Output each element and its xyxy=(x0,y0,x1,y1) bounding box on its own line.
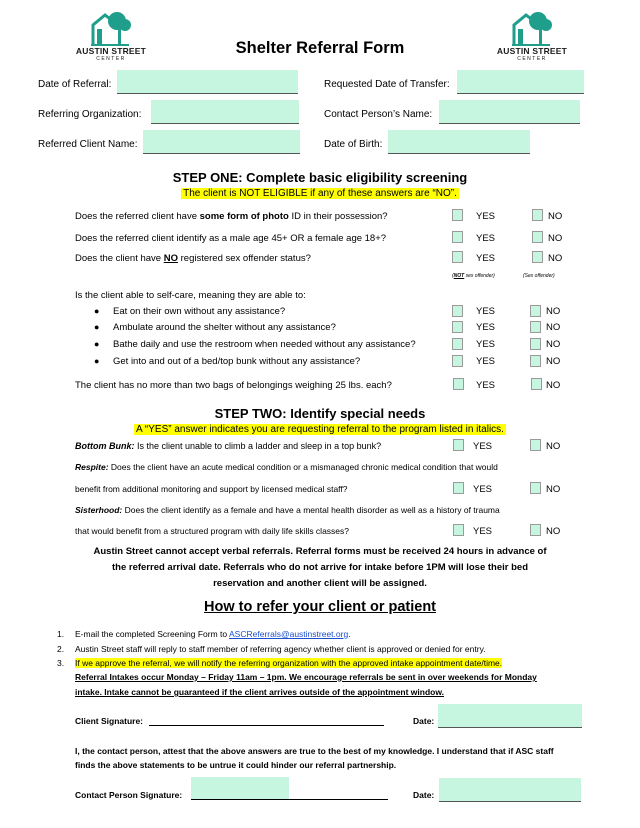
howto-step-1: E-mail the completed Screening Form to ASCReferrals@austinstreet.org. xyxy=(75,629,351,639)
selfcare-intro: Is the client able to self-care, meaning they are able to: xyxy=(75,290,306,301)
contact-signature-shade xyxy=(191,777,289,799)
client-date-field[interactable] xyxy=(438,704,582,728)
referring-org-field[interactable] xyxy=(151,100,299,124)
contact-date-label: Date: xyxy=(413,790,435,800)
bags-yes-checkbox[interactable] xyxy=(453,378,464,390)
contact-signature-line[interactable] xyxy=(191,799,388,800)
bullet: ● xyxy=(94,339,100,349)
dob-label: Date of Birth: xyxy=(324,139,383,150)
question-respite-cont: benefit from additional monitoring and support by licensed medical staff? xyxy=(75,484,348,494)
bullet: ● xyxy=(94,306,100,316)
step-two-heading: STEP TWO: Identify special needs xyxy=(214,406,426,421)
no-label: NO xyxy=(548,211,563,222)
age-yes-checkbox[interactable] xyxy=(452,231,463,243)
question-age: Does the referred client identify as a male age 45+ OR a female age 18+? xyxy=(75,233,387,244)
bullet-bathe: Bathe daily and use the restroom when needed without any assistance? xyxy=(113,339,416,350)
logo-name: AUSTIN STREET xyxy=(75,46,147,56)
client-signature-line[interactable] xyxy=(149,725,384,726)
step-two-note: A “YES” answer indicates you are requesting referral to the program listed in italics. xyxy=(136,424,504,435)
contact-person-label: Contact Person’s Name: xyxy=(324,109,433,120)
question-sisterhood: Sisterhood: Does the client identify as a female and have a mental health disorder as well as a history of trauma xyxy=(75,505,500,515)
yes-label: YES xyxy=(476,339,496,350)
bunk-yes-checkbox[interactable] xyxy=(452,355,463,367)
respite-yes-checkbox[interactable] xyxy=(453,482,464,494)
bathe-yes-checkbox[interactable] xyxy=(452,338,463,350)
ambulate-no-checkbox[interactable] xyxy=(530,321,541,333)
no-label: NO xyxy=(546,526,561,537)
question-bags: The client has no more than two bags of belongings weighing 25 lbs. each? xyxy=(75,380,392,391)
no-label: NO xyxy=(546,339,561,350)
referral-notice: Austin Street cannot accept verbal referrals. Referral forms must be received 24 hours in advance of the referred arrival date. Referrals who do not arrive for intake before 1PM will lose their bed reservation and another client will be assigned. xyxy=(93,546,547,589)
referring-org-label: Referring Organization: xyxy=(38,109,142,120)
howto-heading: How to refer your client or patient xyxy=(203,599,437,615)
question-photo-id: Does the referred client have some form of photo ID in their possession? xyxy=(75,211,388,222)
logo-sub: CENTER xyxy=(96,56,126,62)
question-respite: Respite: Does the client have an acute medical condition or a mismanaged chronic medical condition that would xyxy=(75,462,498,472)
yes-label: YES xyxy=(476,356,496,367)
requested-transfer-label: Requested Date of Transfer: xyxy=(324,79,450,90)
sisterhood-no-checkbox[interactable] xyxy=(530,524,541,536)
bullet: ● xyxy=(94,356,100,366)
yes-label: YES xyxy=(476,211,496,222)
yes-label: YES xyxy=(473,526,493,537)
no-label: NO xyxy=(546,356,561,367)
bathe-no-checkbox[interactable] xyxy=(530,338,541,350)
yes-label: YES xyxy=(476,306,496,317)
no-label: NO xyxy=(546,441,561,452)
no-label: NO xyxy=(546,380,561,391)
date-of-referral-label: Date of Referral: xyxy=(38,79,112,90)
bullet-bunk: Get into and out of a bed/top bunk without any assistance? xyxy=(113,356,361,367)
dob-field[interactable] xyxy=(388,130,530,154)
date-of-referral-field[interactable] xyxy=(117,70,298,94)
photo-id-no-checkbox[interactable] xyxy=(532,209,543,221)
contact-date-field[interactable] xyxy=(439,778,581,802)
yes-label: YES xyxy=(476,380,496,391)
bunk-no-checkbox[interactable] xyxy=(530,355,541,367)
client-signature-label: Client Signature: xyxy=(75,716,144,726)
step-one-heading: STEP ONE: Complete basic eligibility screening xyxy=(172,170,468,185)
contact-signature-label: Contact Person Signature: xyxy=(75,790,183,800)
no-label: NO xyxy=(548,233,563,244)
question-sex-offender: Does the client have NO registered sex offender status? xyxy=(75,253,311,264)
logo-name: AUSTIN STREET xyxy=(496,46,568,56)
requested-transfer-field[interactable] xyxy=(457,70,584,94)
offender-yes-checkbox[interactable] xyxy=(452,251,463,263)
bullet: ● xyxy=(94,322,100,332)
offender-no-checkbox[interactable] xyxy=(532,251,543,263)
page-title: Shelter Referral Form xyxy=(235,39,405,57)
bottom-bunk-yes-checkbox[interactable] xyxy=(453,439,464,451)
yes-label: YES xyxy=(473,484,493,495)
howto-step-3: If we approve the referral, we will notify the referring organization with the approved intake appointment date/time. xyxy=(75,658,503,668)
contact-person-field[interactable] xyxy=(439,100,580,124)
howto-intake-window: intake. Intake cannot be guaranteed if the client arrives outside of the appointment window. xyxy=(75,687,445,697)
client-name-label: Referred Client Name: xyxy=(38,139,138,150)
respite-no-checkbox[interactable] xyxy=(530,482,541,494)
age-no-checkbox[interactable] xyxy=(532,231,543,243)
bags-no-checkbox[interactable] xyxy=(531,378,542,390)
no-label: NO xyxy=(546,484,561,495)
yes-label: YES xyxy=(476,253,496,264)
client-name-field[interactable] xyxy=(143,130,300,154)
no-label: NO xyxy=(546,322,561,333)
eat-no-checkbox[interactable] xyxy=(530,305,541,317)
step-number: 3. xyxy=(57,658,65,668)
bullet-ambulate: Ambulate around the shelter without any assistance? xyxy=(113,322,336,333)
yes-note: (NOT sex offender) xyxy=(452,273,495,279)
photo-id-yes-checkbox[interactable] xyxy=(452,209,463,221)
bottom-bunk-no-checkbox[interactable] xyxy=(530,439,541,451)
client-date-label: Date: xyxy=(413,716,435,726)
attest-line-1: I, the contact person, attest that the above answers are true to the best of my knowledge. I understand that if ASC staff xyxy=(75,746,554,756)
yes-label: YES xyxy=(473,441,493,452)
no-note: (Sex offender) xyxy=(523,273,555,279)
step-number: 1. xyxy=(57,629,65,639)
question-sisterhood-cont: that would benefit from a structured program with daily life skills classes? xyxy=(75,526,350,536)
eat-yes-checkbox[interactable] xyxy=(452,305,463,317)
referral-email-link[interactable]: ASCReferrals@austinstreet.org xyxy=(229,629,349,639)
howto-step-2: Austin Street staff will reply to staff member of referring agency whether client is approved or denied for entry. xyxy=(75,644,486,654)
question-bottom-bunk: Bottom Bunk: Is the client unable to climb a ladder and sleep in a top bunk? xyxy=(75,441,382,451)
step-one-note: The client is NOT ELIGIBLE if any of these answers are “NO”. xyxy=(183,188,457,199)
step-number: 2. xyxy=(57,644,65,654)
bullet-eat: Eat on their own without any assistance? xyxy=(113,306,286,317)
howto-intake-times: Referral Intakes occur Monday – Friday 11am – 1pm. We encourage referrals be sent in over weekends for Monday xyxy=(75,672,537,682)
attest-line-2: finds the above statements to be untrue it could hinder our referral partnership. xyxy=(75,760,397,770)
logo-sub: CENTER xyxy=(517,56,547,62)
no-label: NO xyxy=(548,253,563,264)
no-label: NO xyxy=(546,306,561,317)
ambulate-yes-checkbox[interactable] xyxy=(452,321,463,333)
yes-label: YES xyxy=(476,322,496,333)
yes-label: YES xyxy=(476,233,496,244)
sisterhood-yes-checkbox[interactable] xyxy=(453,524,464,536)
